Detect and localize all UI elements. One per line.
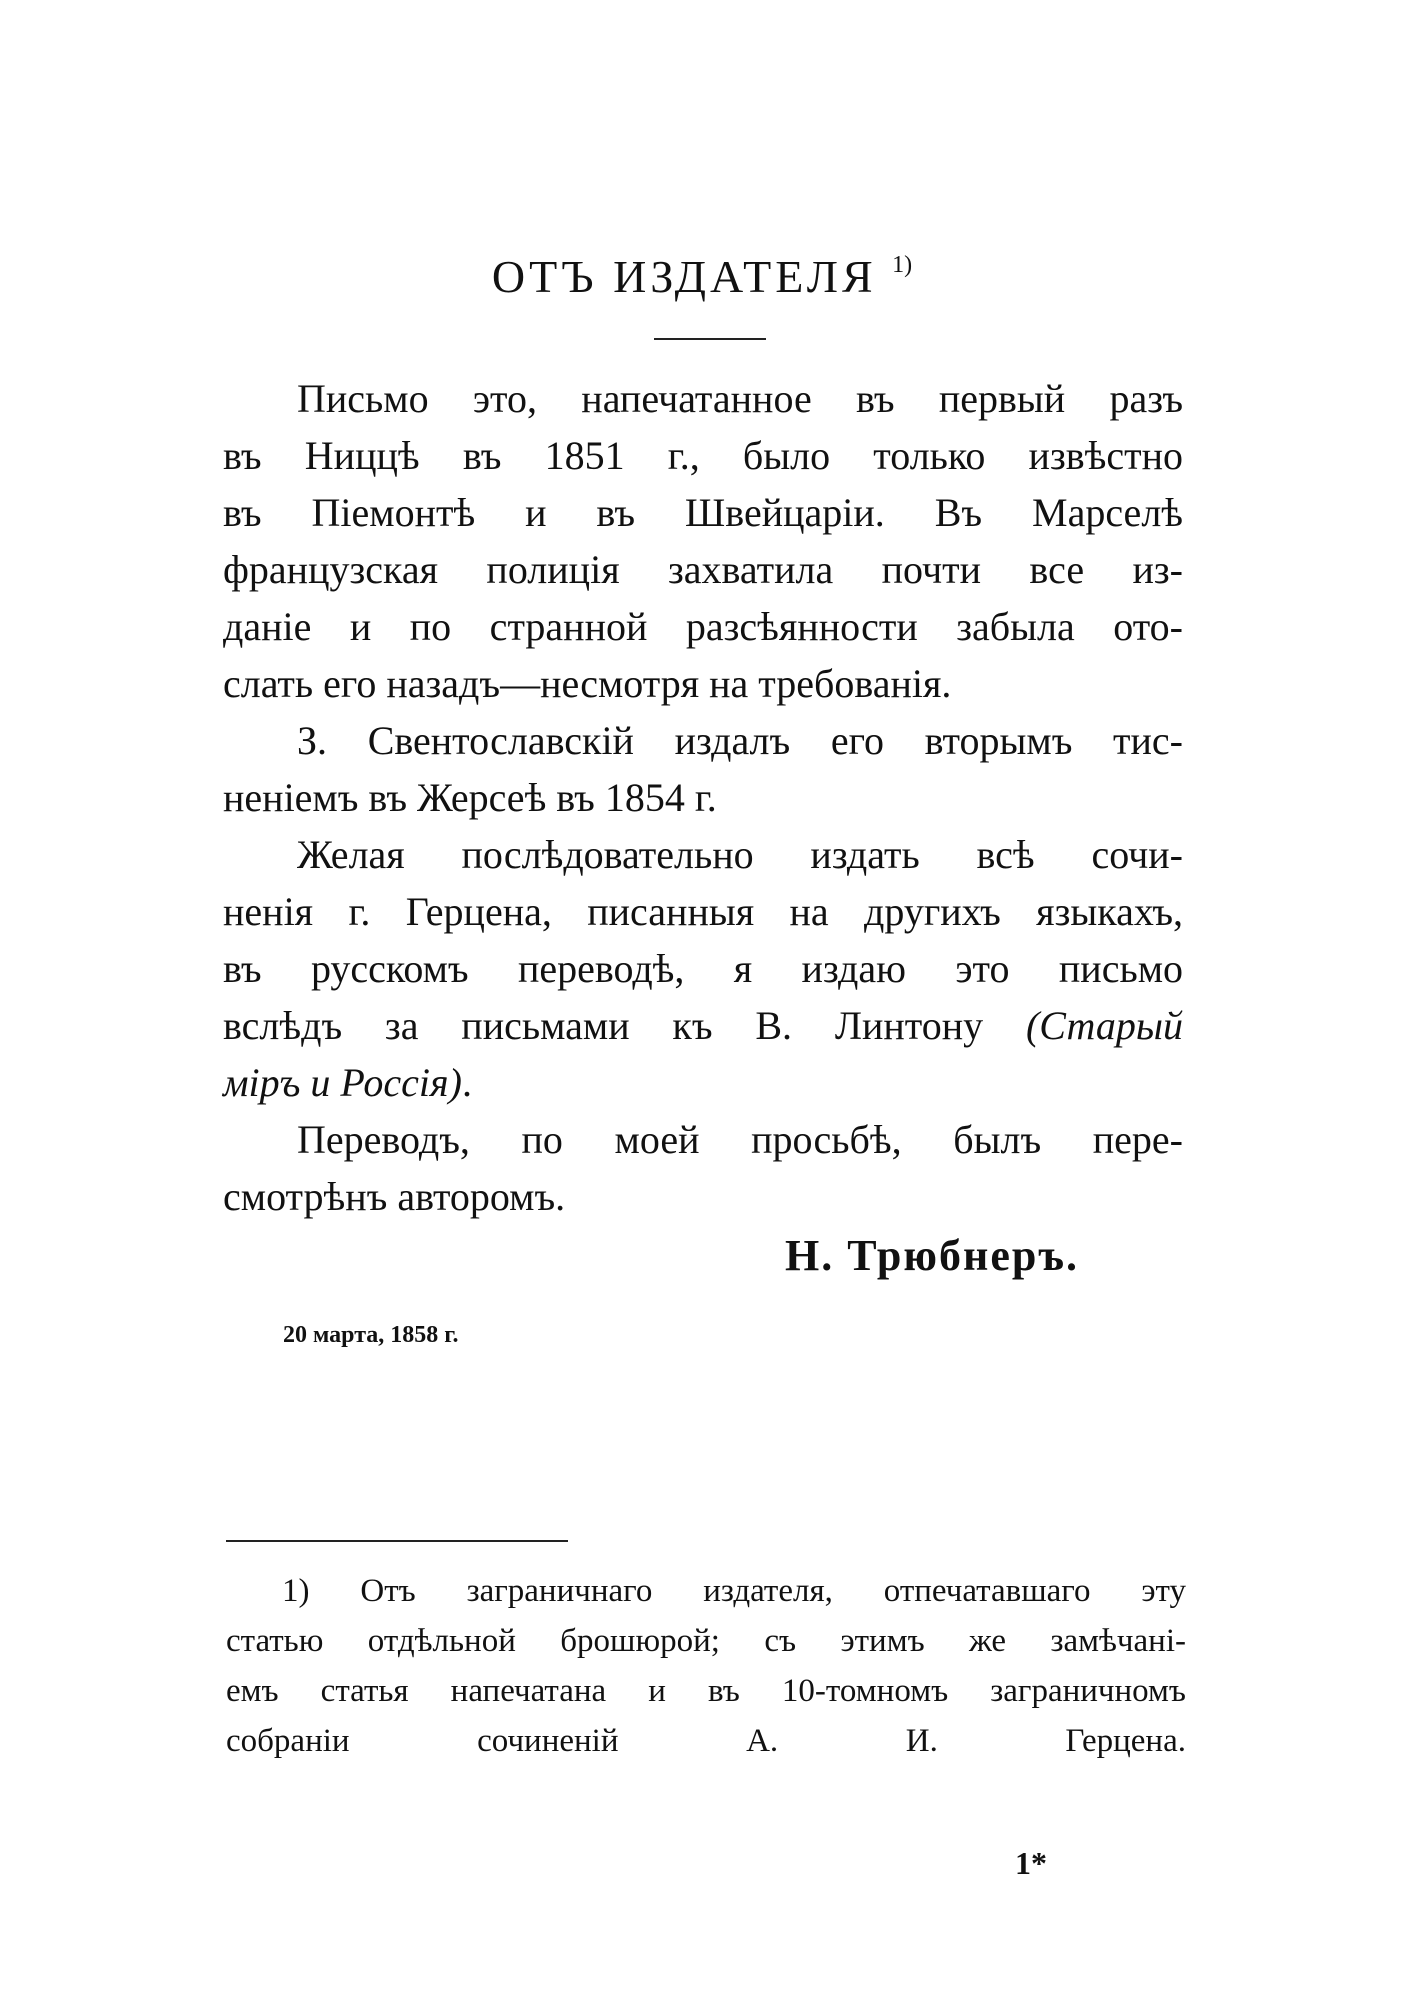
publisher-signature: Н. Трюбнеръ.: [785, 1231, 1079, 1280]
text-line: ненія г. Герцена, писанныя на другихъ языкахъ,: [223, 889, 1183, 934]
text-line: смотрѣнъ авторомъ.: [223, 1174, 566, 1219]
paragraph-1: [223, 370, 1183, 712]
text-line: Письмо это, напечатанное въ первый разъ: [297, 376, 1183, 421]
paragraph-2: [223, 712, 1183, 826]
text-line: даніе и по странной разсѣянности забыла ото-: [223, 604, 1183, 649]
paragraph-4: [223, 1111, 1183, 1225]
paragraph-3: [223, 826, 1183, 1111]
text-line: [223, 997, 1183, 1054]
text-line: Переводъ, по моей просьбѣ, былъ пере-: [297, 1117, 1183, 1162]
text-segment: .: [461, 1060, 472, 1105]
text-segment: вслѣдъ за письмами къ В. Линтону: [223, 1003, 984, 1048]
footnote-line: собраніи сочиненій А. И. Герцена.: [226, 1723, 1186, 1759]
date-line: 20 марта, 1858 г.: [283, 1322, 459, 1348]
text-line: въ Ниццѣ въ 1851 г., было только извѣстно: [223, 433, 1183, 478]
text-line: въ Піемонтѣ и въ Швейцаріи. Въ Марселѣ: [223, 490, 1183, 535]
footnote-line: 1) Отъ заграничнаго издателя, отпечатавшаго эту: [282, 1573, 1186, 1609]
text-line: въ русскомъ переводѣ, я издаю это письмо: [223, 946, 1183, 991]
page-title: [0, 250, 1404, 303]
text-line: французская полиція захватила почти все из-: [223, 547, 1183, 592]
title-footnote-marker: 1): [892, 252, 913, 278]
text-line: неніемъ въ Жерсеѣ въ 1854 г.: [223, 775, 717, 820]
text-line: З. Свентославскій издалъ его вторымъ тис-: [297, 718, 1183, 763]
page-number: 1*: [1015, 1845, 1047, 1881]
footnote: [226, 1566, 1186, 1766]
text-line: [223, 1054, 1183, 1111]
text-line: слать его назадъ—несмотря на требованія.: [223, 661, 952, 706]
footnote-line: емъ статья напечатана и въ 10-томномъ заграничномъ: [226, 1673, 1186, 1709]
text-line: Желая послѣдовательно издать всѣ сочи-: [297, 832, 1183, 877]
footnote-line: статью отдѣльной брошюрой; съ этимъ же замѣчані-: [226, 1623, 1186, 1659]
italic-title: (Старый: [1025, 1003, 1183, 1048]
title-text: ОТЪ ИЗДАТЕЛЯ: [491, 251, 877, 302]
footnote-divider: [226, 1540, 568, 1542]
body-text: [223, 370, 1183, 1225]
italic-title: міръ и Россія): [223, 1060, 462, 1105]
title-divider: [654, 338, 766, 340]
